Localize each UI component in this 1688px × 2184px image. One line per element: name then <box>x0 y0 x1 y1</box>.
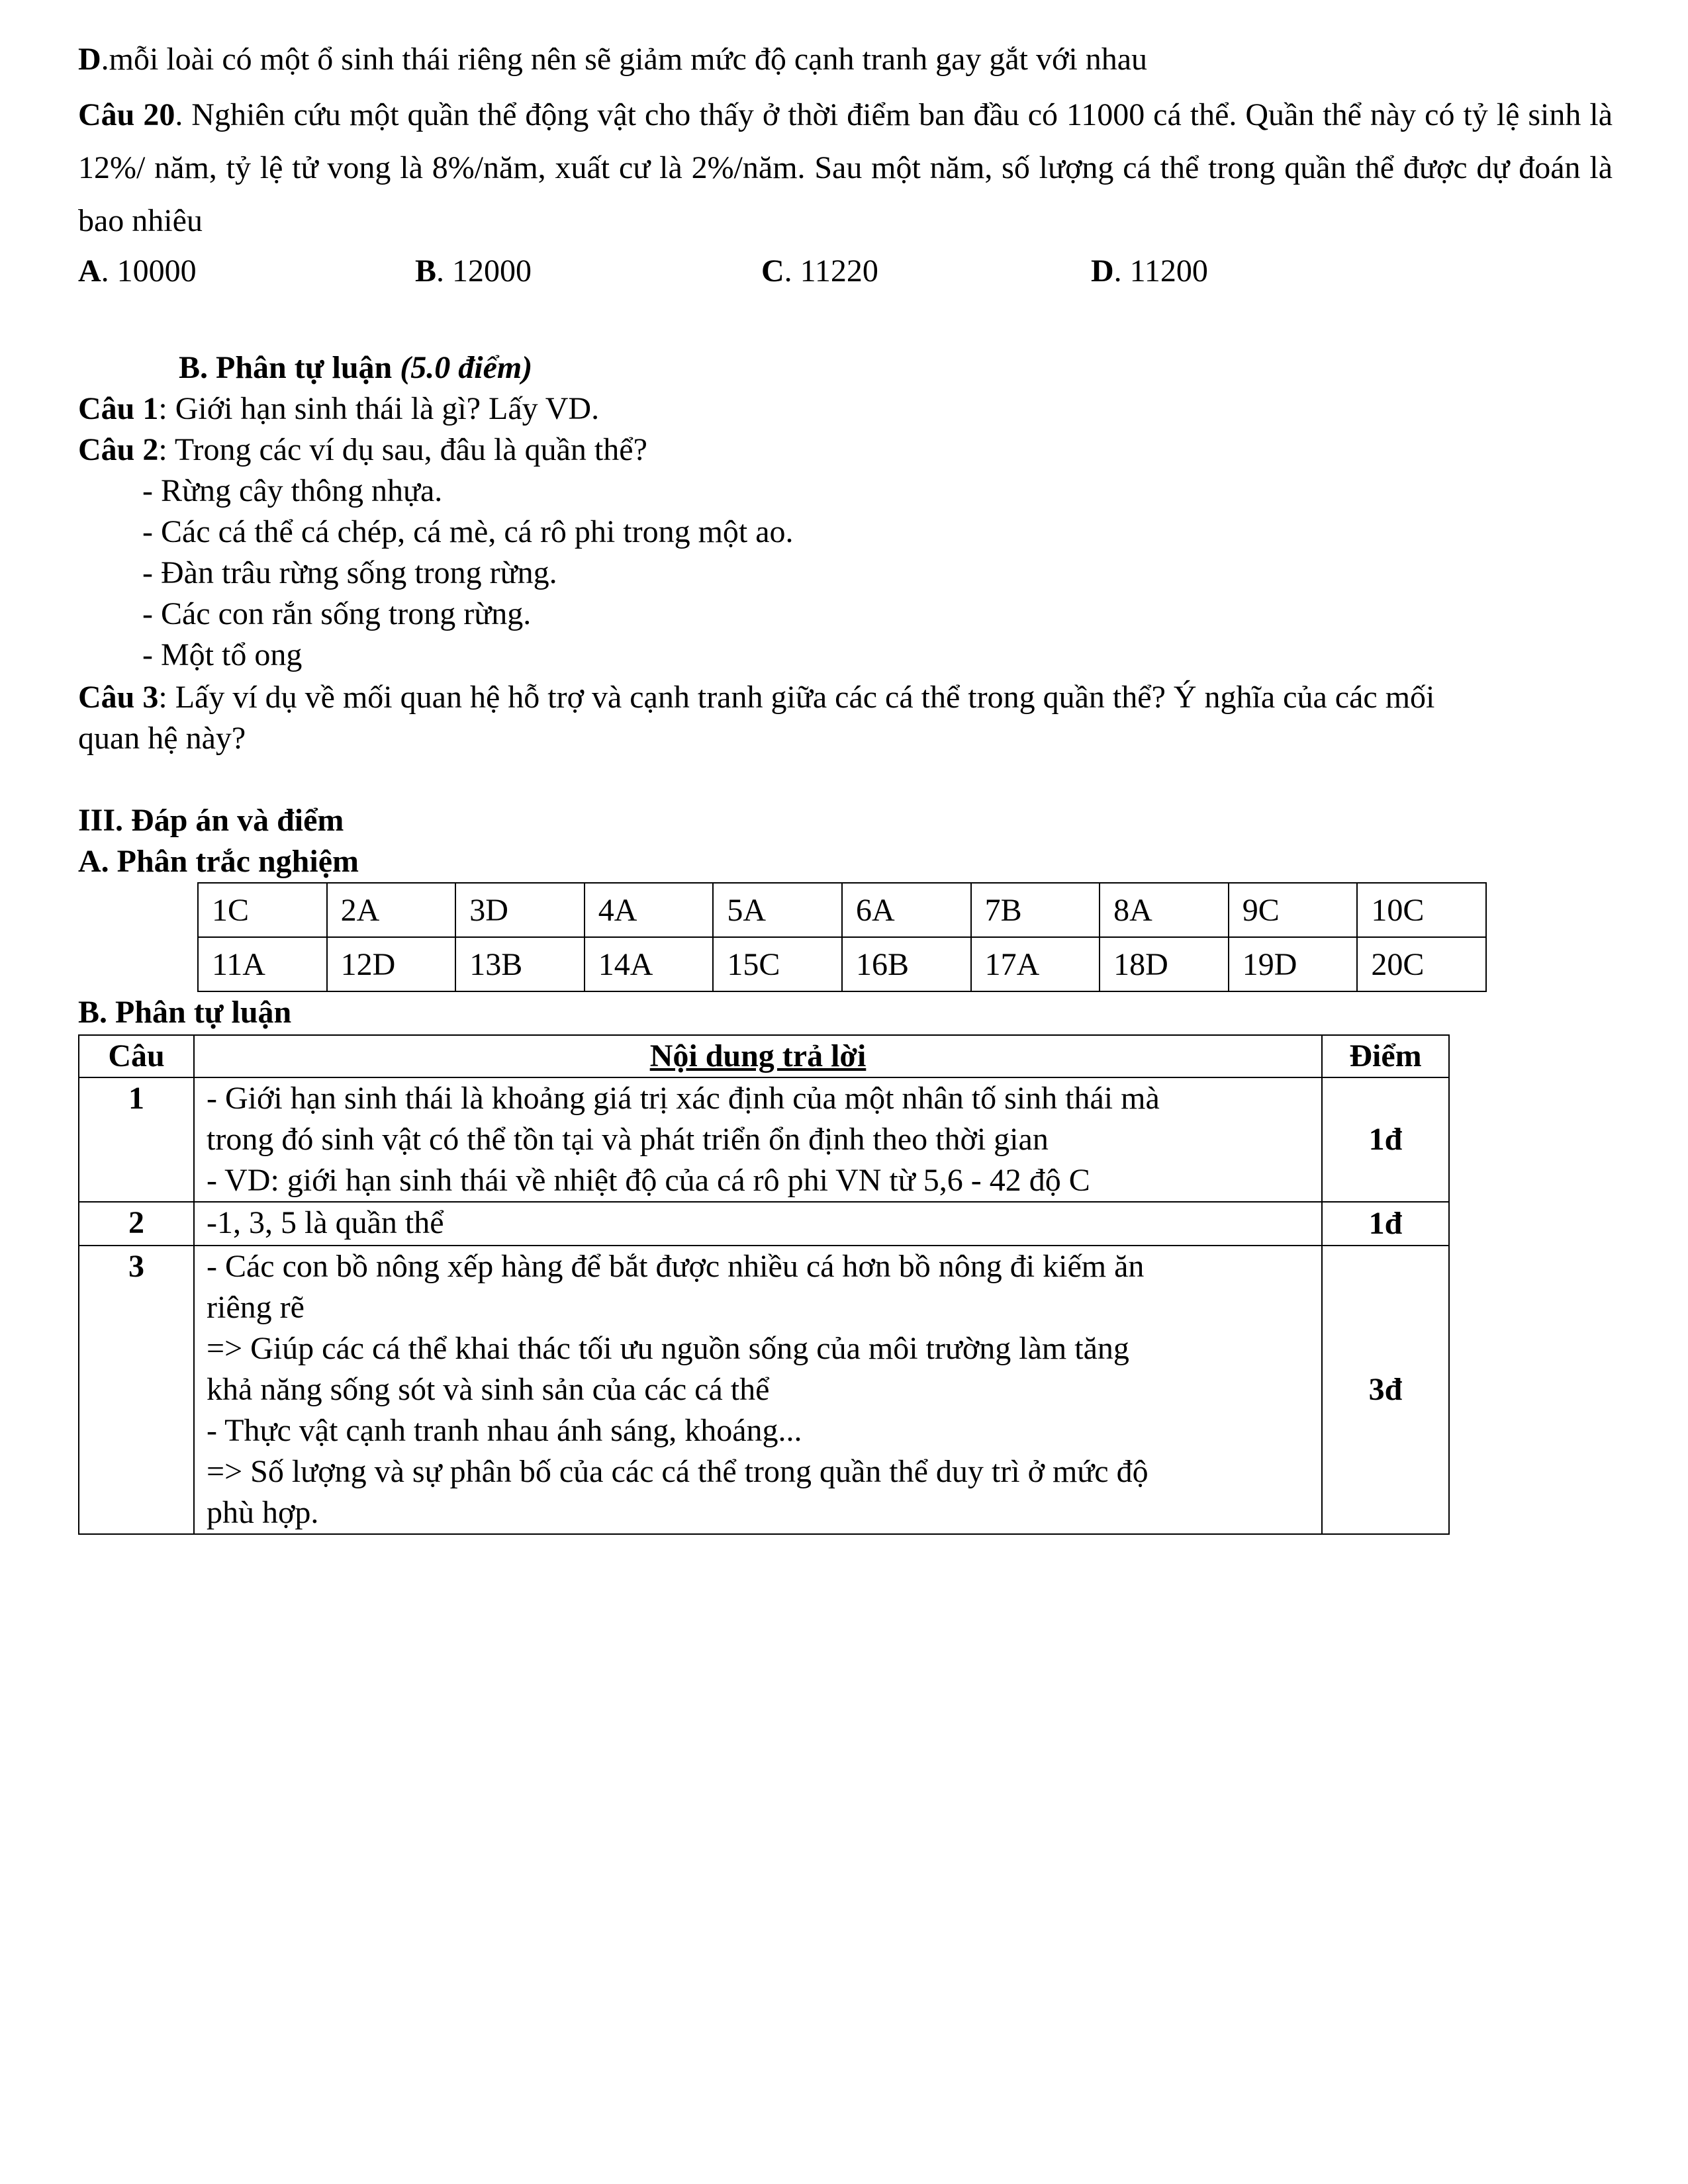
row-content <box>194 1246 1322 1534</box>
q2-item: - Các cá thể cá chép, cá mè, cá rô phi trong một ao. <box>142 514 794 549</box>
content-line: -1, 3, 5 là quần thể <box>207 1205 444 1240</box>
q20-option-b <box>415 253 532 289</box>
option-text: . 12000 <box>436 253 532 289</box>
q19-option-d <box>78 44 1147 75</box>
q20-option-d <box>1091 253 1208 289</box>
q20-option-c <box>761 253 878 289</box>
content-line: => Số lượng và sự phân bố của các cá thể trong quần thể duy trì ở mức độ <box>207 1454 1149 1489</box>
content-line: - Các con bồ nông xếp hàng để bắt được nhiều cá hơn bồ nông đi kiếm ăn <box>207 1249 1145 1284</box>
heading-text: B. Phân tự luận <box>179 350 400 385</box>
question-text: : Trong các ví dụ sau, đâu là quần thể? <box>158 432 647 467</box>
row-question: 3 <box>79 1246 194 1534</box>
answer-cell: 8A <box>1100 883 1229 937</box>
option-text: . 11200 <box>1113 253 1208 289</box>
row-content <box>194 1077 1322 1202</box>
essay-question-3 <box>78 682 1434 713</box>
answer-cell: 7B <box>971 883 1100 937</box>
content-line: khả năng sống sót và sinh sản của các cá thể <box>207 1372 770 1407</box>
answer-cell: 1C <box>198 883 327 937</box>
content-line: - Thực vật cạnh tranh nhau ánh sáng, khoáng... <box>207 1413 802 1448</box>
essay-heading <box>179 352 532 384</box>
header-content-text: Nội dung trả lời <box>649 1038 867 1073</box>
answer-cell: 16B <box>842 937 971 991</box>
table-row <box>198 883 1486 937</box>
table-row <box>198 937 1486 991</box>
answer-cell: 20C <box>1357 937 1486 991</box>
answer-cell: 15C <box>713 937 842 991</box>
essay-question-2 <box>78 434 647 466</box>
question-label: Câu 1 <box>78 391 159 426</box>
question-label: Câu 20 <box>78 97 175 132</box>
table-row <box>79 1077 1449 1202</box>
answer-cell: 19D <box>1229 937 1358 991</box>
option-letter: B <box>415 253 437 289</box>
answers-heading: III. Đáp án và điểm <box>78 803 344 838</box>
q2-item: - Các con rắn sống trong rừng. <box>142 596 532 631</box>
q2-item: - Đàn trâu rừng sống trong rừng. <box>142 555 557 590</box>
content-line: - VD: giới hạn sinh thái về nhiệt độ của cá rô phi VN từ 5,6 - 42 độ C <box>207 1163 1090 1198</box>
table-row <box>79 1202 1449 1246</box>
answer-cell: 11A <box>198 937 327 991</box>
row-score: 3đ <box>1322 1246 1449 1534</box>
mc-answers-heading: A. Phân trắc nghiệm <box>78 844 359 879</box>
q2-item: - Một tổ ong <box>142 637 303 672</box>
row-content <box>194 1202 1322 1246</box>
option-text: . 10000 <box>101 253 197 289</box>
row-score: 1đ <box>1322 1202 1449 1246</box>
content-line: phù hợp. <box>207 1495 319 1530</box>
option-letter: C <box>761 253 784 289</box>
option-text: . 11220 <box>784 253 878 289</box>
option-text: .mỗi loài có một ổ sinh thái riêng nên sẽ giảm mức độ cạnh tranh gay gắt với nhau <box>101 42 1148 77</box>
table-row <box>79 1246 1449 1534</box>
content-line: - Giới hạn sinh thái là khoảng giá trị xác định của một nhân tố sinh thái mà <box>207 1081 1160 1116</box>
heading-points: (5.0 điểm) <box>400 350 533 385</box>
essay-answer-table <box>78 1034 1450 1535</box>
answer-cell: 2A <box>327 883 456 937</box>
option-letter: A <box>78 253 101 289</box>
answer-cell: 10C <box>1357 883 1486 937</box>
question-text: . Nghiên cứu một quần thể động vật cho thấy ở thời điểm ban đầu có 11000 cá thể. Quần thể này có tỷ lệ sinh là 12%/ năm, tỷ lệ tử vong là 8%/năm, xuất cư là 2%/năm. Sau một năm, số lượng cá thể trong quần thể được dự đoán là bao nhiêu <box>78 97 1613 238</box>
answer-cell: 12D <box>327 937 456 991</box>
question-label: Câu 3 <box>78 680 159 715</box>
q20-option-a <box>78 253 197 289</box>
row-score: 1đ <box>1322 1077 1449 1202</box>
answer-cell: 18D <box>1100 937 1229 991</box>
q2-item: - Rừng cây thông nhựa. <box>142 473 443 508</box>
answer-cell: 5A <box>713 883 842 937</box>
row-question: 1 <box>79 1077 194 1202</box>
content-line: trong đó sinh vật có thể tồn tại và phát triển ổn định theo thời gian <box>207 1122 1049 1157</box>
essay-question-1 <box>78 393 599 425</box>
answer-cell: 6A <box>842 883 971 937</box>
answer-cell: 3D <box>455 883 585 937</box>
row-question: 2 <box>79 1202 194 1246</box>
essay-answers-heading: B. Phân tự luận <box>78 995 292 1030</box>
table-header-row <box>79 1035 1449 1077</box>
essay-question-3-cont: quan hệ này? <box>78 721 246 756</box>
content-line: riêng rẽ <box>207 1290 305 1325</box>
mc-answer-grid <box>197 882 1487 992</box>
question-text: : Giới hạn sinh thái là gì? Lấy VD. <box>158 391 600 426</box>
question-20 <box>78 89 1613 248</box>
header-content <box>194 1035 1322 1077</box>
header-question: Câu <box>79 1035 194 1077</box>
option-letter: D <box>1091 253 1114 289</box>
answer-cell: 13B <box>455 937 585 991</box>
header-score: Điểm <box>1322 1035 1449 1077</box>
answer-cell: 4A <box>585 883 714 937</box>
option-letter: D <box>78 42 101 77</box>
answer-cell: 14A <box>585 937 714 991</box>
question-text: : Lấy ví dụ về mối quan hệ hỗ trợ và cạnh tranh giữa các cá thể trong quần thể? Ý nghĩa của các mối <box>158 680 1435 715</box>
answer-cell: 9C <box>1229 883 1358 937</box>
content-line: => Giúp các cá thể khai thác tối ưu nguồn sống của môi trường làm tăng <box>207 1331 1129 1366</box>
question-label: Câu 2 <box>78 432 159 467</box>
answer-cell: 17A <box>971 937 1100 991</box>
